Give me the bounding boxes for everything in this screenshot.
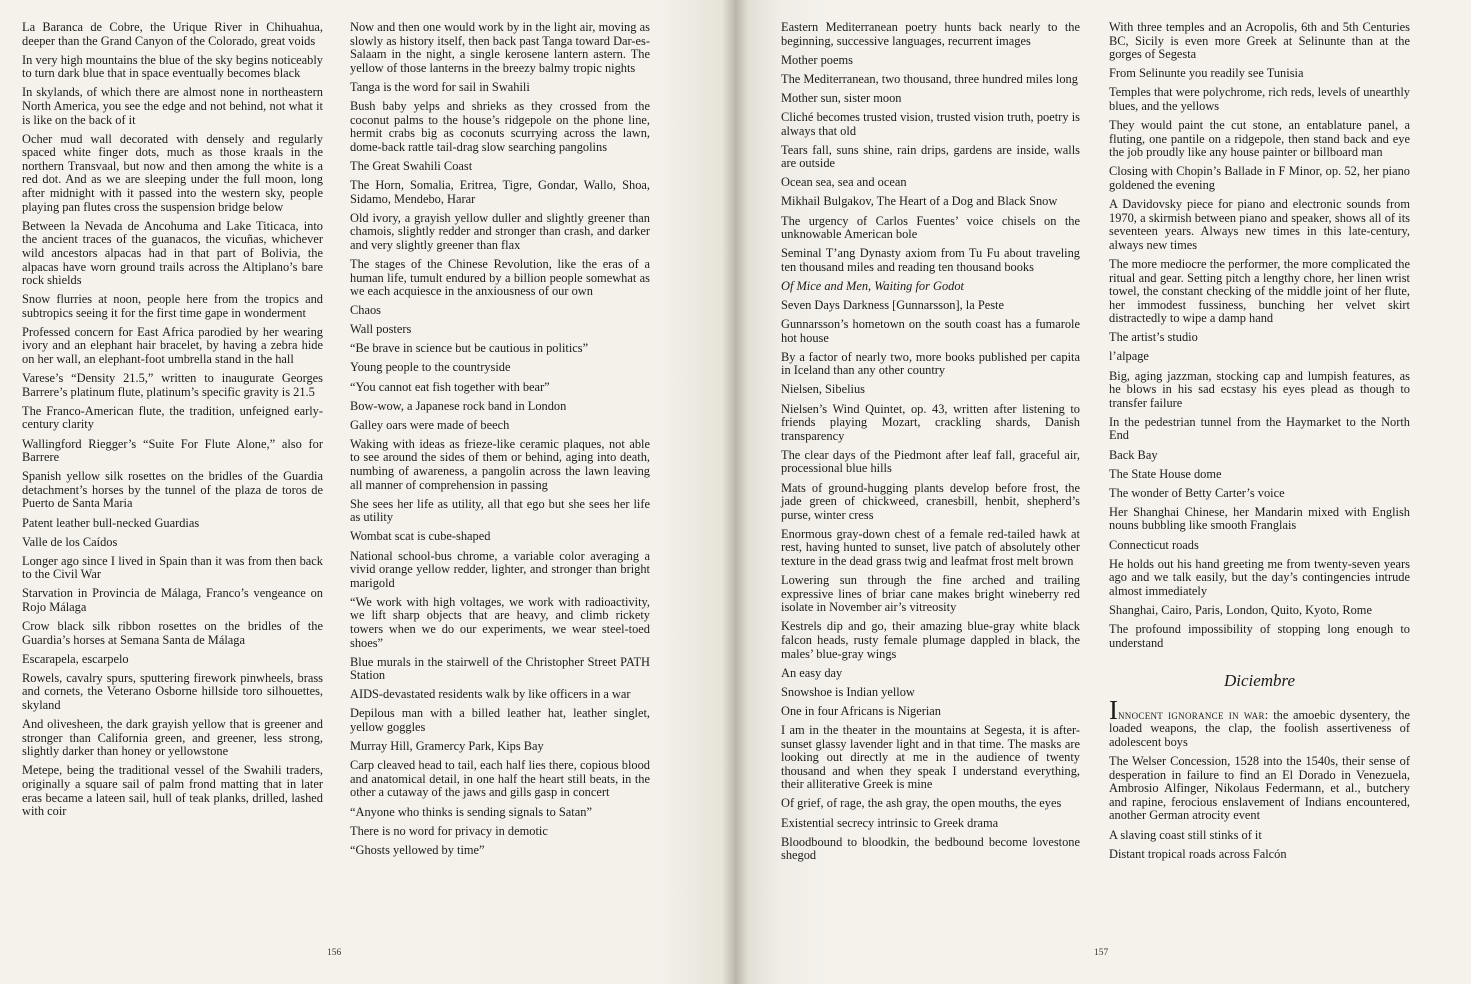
- entry: Ocher mud wall decorated with densely and regularly spaced white finger dots, much as those kraals in the northern Transvaal, but now and then among the white is a red dot. And as we are sleeping under the full moon, long after midnight with it passed into the western sky, people playing pan flutes cross the suspension bridge below: [22, 131, 323, 214]
- entry: Cliché becomes trusted vision, trusted vision truth, poetry is always that old: [781, 109, 1080, 138]
- entry: An easy day: [781, 665, 843, 680]
- entry: Spanish yellow silk rosettes on the bridles of the Guardia detachment’s horses by the tunnel of the plaza de toros de Puerto de Santa Maria: [22, 469, 323, 511]
- entry: Old ivory, a grayish yellow duller and slightly greener than chamois, slightly redder and stronger than crash, and darker and very slightly greener than flax: [350, 210, 650, 252]
- page-number: 156: [327, 948, 342, 958]
- entry: Longer ago since I lived in Spain than it was from then back to the Civil War: [22, 553, 323, 582]
- entry: “You cannot eat fish together with bear”: [350, 379, 550, 394]
- entry: From Selinunte you readily see Tunisia: [1109, 66, 1304, 81]
- entry: By a factor of nearly two, more books published per capita in Iceland than any other country: [781, 349, 1080, 378]
- entry: The profound impossibility of stopping long enough to understand: [1109, 621, 1410, 650]
- entry: Wall posters: [350, 322, 412, 337]
- entry: Of grief, of rage, the ash gray, the open mouths, the eyes: [781, 796, 1062, 811]
- entry: They would paint the cut stone, an entablature panel, a fluting, one pantile on a ridgepole, then stand back and eye the job proudly like any house painter or billboard man: [1109, 118, 1410, 160]
- entry: Her Shanghai Chinese, her Mandarin mixed with English nouns bubbling like smooth Franglais: [1109, 504, 1410, 533]
- entry: National school-bus chrome, a variable color averaging a vivid orange yellow redder, lighter, and stronger than bright marigold: [350, 548, 650, 590]
- entry: Back Bay: [1109, 447, 1158, 462]
- entry: Eastern Mediterranean poetry hunts back nearly to the beginning, successive languages, recurrent images: [781, 20, 1080, 48]
- entry: Professed concern for East Africa parodied by her wearing ivory and an elephant hair bracelet, by having a zebra hide on her wall, an elephant-foot umbrella stand in the hall: [22, 324, 323, 367]
- entry: Existential secrecy intrinsic to Greek drama: [781, 815, 999, 830]
- entry: The urgency of Carlos Fuentes’ voice chisels on the unknowable American bole: [781, 213, 1080, 242]
- entry: In very high mountains the blue of the sky begins noticeably to turn dark blue that in space eventually becomes black: [22, 52, 323, 81]
- entry: Rowels, cavalry spurs, sputtering firework pinwheels, brass and cornets, the Veterano Osborne hillside toro silhouettes, skyland: [22, 670, 323, 713]
- entry: The Welser Concession, 1528 into the 1540s, their sense of desperation in failure to find an El Dorado in Venezuela, Ambrosio Alfinger, Nikolaus Federmann, et al., butchery and rapine, ferocious enslavement of Indians encountered, another German atrocity event: [1109, 754, 1410, 823]
- entry: Seminal T’ang Dynasty axiom from Tu Fu about traveling ten thousand miles and reading ten thousand books: [781, 246, 1080, 274]
- entry: Nielsen, Sibelius: [781, 382, 865, 397]
- entry: The Great Swahili Coast: [350, 158, 473, 173]
- entry: He holds out his hand greeting me from twenty-seven years ago and we talk easily, but the day’s contingencies intrude almost immediately: [1109, 556, 1410, 598]
- entry: Escarapela, escarpelo: [22, 651, 129, 666]
- entry: The artist’s studio: [1109, 330, 1198, 345]
- entry: Mikhail Bulgakov, The Heart of a Dog and Black Snow: [781, 194, 1058, 209]
- entry: Ocean sea, sea and ocean: [781, 175, 907, 190]
- entry: With three temples and an Acropolis, 6th and 5th Centuries BC, Sicily is even more Greek at Selinunte than at the gorges of Segesta: [1109, 20, 1410, 62]
- entry: Big, aging jazzman, stocking cap and lumpish features, as he blows in his sad ecstasy his eyes plead as though to transfer failure: [1109, 368, 1410, 410]
- entry: “Be brave in science but be cautious in politics”: [350, 341, 589, 356]
- entry: Between la Nevada de Ancohuma and Lake Titicaca, into the ancient traces of the guanacos, the vicuñas, whichever wild ancestors alpacas had in that part of Bolivia, the alpacas have worn ground trails across the Altiplano’s bare rock shields: [22, 218, 323, 288]
- entry: l’alpage: [1109, 349, 1149, 364]
- entry: Tears fall, suns shine, rain drips, gardens are inside, walls are outside: [781, 142, 1080, 171]
- entry: La Baranca de Cobre, the Urique River in Chihuahua, deeper than the Grand Canyon of the Colorado, great voids: [22, 20, 323, 48]
- entry: Metepe, being the traditional vessel of the Swahili traders, originally a square sail of palm frond matting that in later eras became a lateen sail, hull of teak planks, drilled, lashed with coir: [22, 763, 323, 819]
- entry: Mother poems: [781, 52, 853, 67]
- entry: The more mediocre the performer, the more complicated the ritual and gear. Setting pitch a lengthy chore, her linen wrist towel, the constant checking of the middle joint of her flute, her immodest fussiness, bunching her velvet skirt distractedly to wipe a damp hand: [1109, 256, 1410, 326]
- right-page-column-2: [1109, 21, 1410, 867]
- entry: I am in the theater in the mountains at Segesta, it is after-sunset glassy lavender light and in that time. The masks are looking out directly at me in the audience of twenty thousand and when they speak I understand everything, their alliterative Greek is mine: [781, 722, 1080, 792]
- entry: Of Mice and Men, Waiting for Godot: [781, 278, 964, 293]
- lead-text: the amoebic dysentery, the loaded weapons, the clap, the foolish assertiveness of adolescent boys: [1109, 707, 1410, 749]
- entry: Crow black silk ribbon rosettes on the bridles of the Guardia’s horses at Semana Santa de Málaga: [22, 619, 323, 647]
- entry: Nielsen’s Wind Quintet, op. 43, written after listening to friends playing Mozart, crackling shards, Danish transparency: [781, 401, 1080, 443]
- entry: Mother sun, sister moon: [781, 90, 902, 105]
- entry: She sees her life as utility, all that ego but she sees her life as utility: [350, 496, 650, 525]
- entry: AIDS-devastated residents walk by like officers in a war: [350, 687, 631, 702]
- entry: Wallingford Riegger’s “Suite For Flute Alone,” also for Barrere: [22, 436, 323, 465]
- entry: Carp cleaved head to tail, each half lies there, copious blood and anatomical detail, in one half the heart still beats, in the other a cutaway of the jaws and gills gasp in concert: [350, 758, 650, 800]
- left-page-column-1: [22, 21, 323, 824]
- entry: Temples that were polychrome, rich reds, levels of unearthly blues, and the yellows: [1109, 85, 1410, 113]
- lead-small-caps: nnocent ignorance in war:: [1118, 707, 1269, 722]
- left-page: [0, 0, 735, 984]
- entry: Wombat scat is cube-shaped: [350, 529, 491, 544]
- section-heading: Diciembre: [1223, 671, 1296, 691]
- entry: Bloodbound to bloodkin, the bedbound become lovestone shegod: [781, 834, 1080, 863]
- entry: Chaos: [350, 303, 381, 318]
- entry: “Ghosts yellowed by time”: [350, 842, 485, 857]
- entry: There is no word for privacy in demotic: [350, 823, 548, 838]
- right-page-column-1: [781, 21, 1080, 868]
- book-gutter: [722, 0, 748, 984]
- entry: Valle de los Caídos: [22, 534, 118, 549]
- entry: Enormous gray-down chest of a female red-tailed hawk at rest, having hunted to sunset, live patch of absolutely other texture in the dead grass twig and leafmat frost melt brown: [781, 526, 1080, 568]
- entry: Depilous man with a billed leather hat, leather singlet, yellow goggles: [350, 706, 650, 735]
- entry: Young people to the countryside: [350, 360, 511, 375]
- entry: Waking with ideas as frieze-like ceramic plaques, not able to see around the sides of them or behind, aging into death, numbing of awareness, a pangolin across the lawn leaving all manner of comprehension in passing: [350, 436, 650, 492]
- entry: Shanghai, Cairo, Paris, London, Quito, Kyoto, Rome: [1109, 602, 1372, 617]
- entry: One in four Africans is Nigerian: [781, 703, 942, 718]
- entry: Snowshoe is Indian yellow: [781, 684, 915, 699]
- page-number: 157: [1094, 948, 1109, 958]
- entry: Blue murals in the stairwell of the Christopher Street PATH Station: [350, 654, 650, 683]
- entry: Varese’s “Density 21.5,” written to inaugurate Georges Barrere’s platinum flute, platinum’s specific gravity is 21.5: [22, 371, 323, 399]
- entry: Snow flurries at noon, people here from the tropics and subtropics seeing it for the first time gape in wonderment: [22, 292, 323, 320]
- entry: Tanga is the word for sail in Swahili: [350, 79, 530, 94]
- entry: Now and then one would work by in the light air, moving as slowly as history itself, then back past Tanga toward Dar-es-Salaam in the night, a single kerosene lantern astern. The yellow of those lanterns in the breezy balmy tropic nights: [350, 20, 650, 75]
- entry: The Mediterranean, two thousand, three hundred miles long: [781, 71, 1078, 86]
- left-page-column-2: [350, 21, 650, 863]
- entry: And olivesheen, the dark grayish yellow that is greener and stronger than California green, and greener, less strong, slightly darker than honey or yellowstone: [22, 717, 323, 759]
- entry: A Davidovsky piece for piano and electronic sounds from 1970, a skirmish between piano and speaker, shows all of its seventeen years. Always new times in this late-century, always new times: [1109, 197, 1410, 252]
- drop-cap: I: [1109, 694, 1118, 725]
- entry: Seven Days Darkness [Gunnarsson], la Peste: [781, 298, 1004, 312]
- entry: The Franco-American flute, the tradition, unfeigned early-century clarity: [22, 403, 323, 432]
- entry: Bush baby yelps and shrieks as they crossed from the coconut palms to the house’s ridgepole on the phone line, hermit crabs big as coconuts scurrying across the lawn, dome-back rattle tail-drag slow searching pangolins: [350, 98, 650, 154]
- section-lead-entry: [1109, 694, 1410, 750]
- entry: Gunnarsson’s hometown on the south coast has a fumarole hot house: [781, 317, 1080, 345]
- entry: In the pedestrian tunnel from the Haymarket to the North End: [1109, 414, 1410, 443]
- entry: Kestrels dip and go, their amazing blue-gray white black falcon heads, rusty female plumage dappled in black, the males’ blue-gray wings: [781, 619, 1080, 661]
- entry: A slaving coast still stinks of it: [1109, 827, 1262, 842]
- entry: Murray Hill, Gramercy Park, Kips Bay: [350, 739, 544, 754]
- entry: Mats of ground-hugging plants develop before frost, the jade green of chickweed, cranesbill, henbit, shepherd’s purse, winter cress: [781, 480, 1080, 522]
- entry: In skylands, of which there are almost none in northeastern North America, you see the edge and not behind, not what it is like on the back of it: [22, 85, 323, 127]
- entry: “We work with high voltages, we work with radioactivity, we lift sharp objects that are heavy, and climb rickety towers when we do our experiments, we wear steel-toed shoes”: [350, 594, 650, 650]
- entry: Bow-wow, a Japanese rock band in London: [350, 398, 567, 413]
- entry: Patent leather bull-necked Guardias: [22, 515, 200, 530]
- entry: The stages of the Chinese Revolution, like the eras of a human life, tumult endured by a billion people somewhat as we each acquiesce in the anxiousness of our own: [350, 256, 650, 299]
- entry: The State House dome: [1109, 466, 1222, 481]
- entry: Lowering sun through the fine arched and trailing expressive lines of briar cane makes bright wineberry red isolate in November air’s vitreosity: [781, 573, 1080, 615]
- entry: Galley oars were made of beech: [350, 417, 510, 432]
- entry: Starvation in Provincia de Málaga, Franco’s vengeance on Rojo Málaga: [22, 586, 323, 614]
- entry: The wonder of Betty Carter’s voice: [1109, 485, 1285, 500]
- entry: The Horn, Somalia, Eritrea, Tigre, Gondar, Wallo, Shoa, Sidamo, Mendebo, Harar: [350, 177, 650, 206]
- entry: Connecticut roads: [1109, 537, 1199, 552]
- entry: “Anyone who thinks is sending signals to Satan”: [350, 804, 592, 819]
- entry: Closing with Chopin’s Ballade in F Minor, op. 52, her piano goldened the evening: [1109, 164, 1410, 192]
- entry: The clear days of the Piedmont after leaf fall, graceful air, processional blue hills: [781, 447, 1080, 476]
- entry: Distant tropical roads across Falcón: [1109, 846, 1287, 861]
